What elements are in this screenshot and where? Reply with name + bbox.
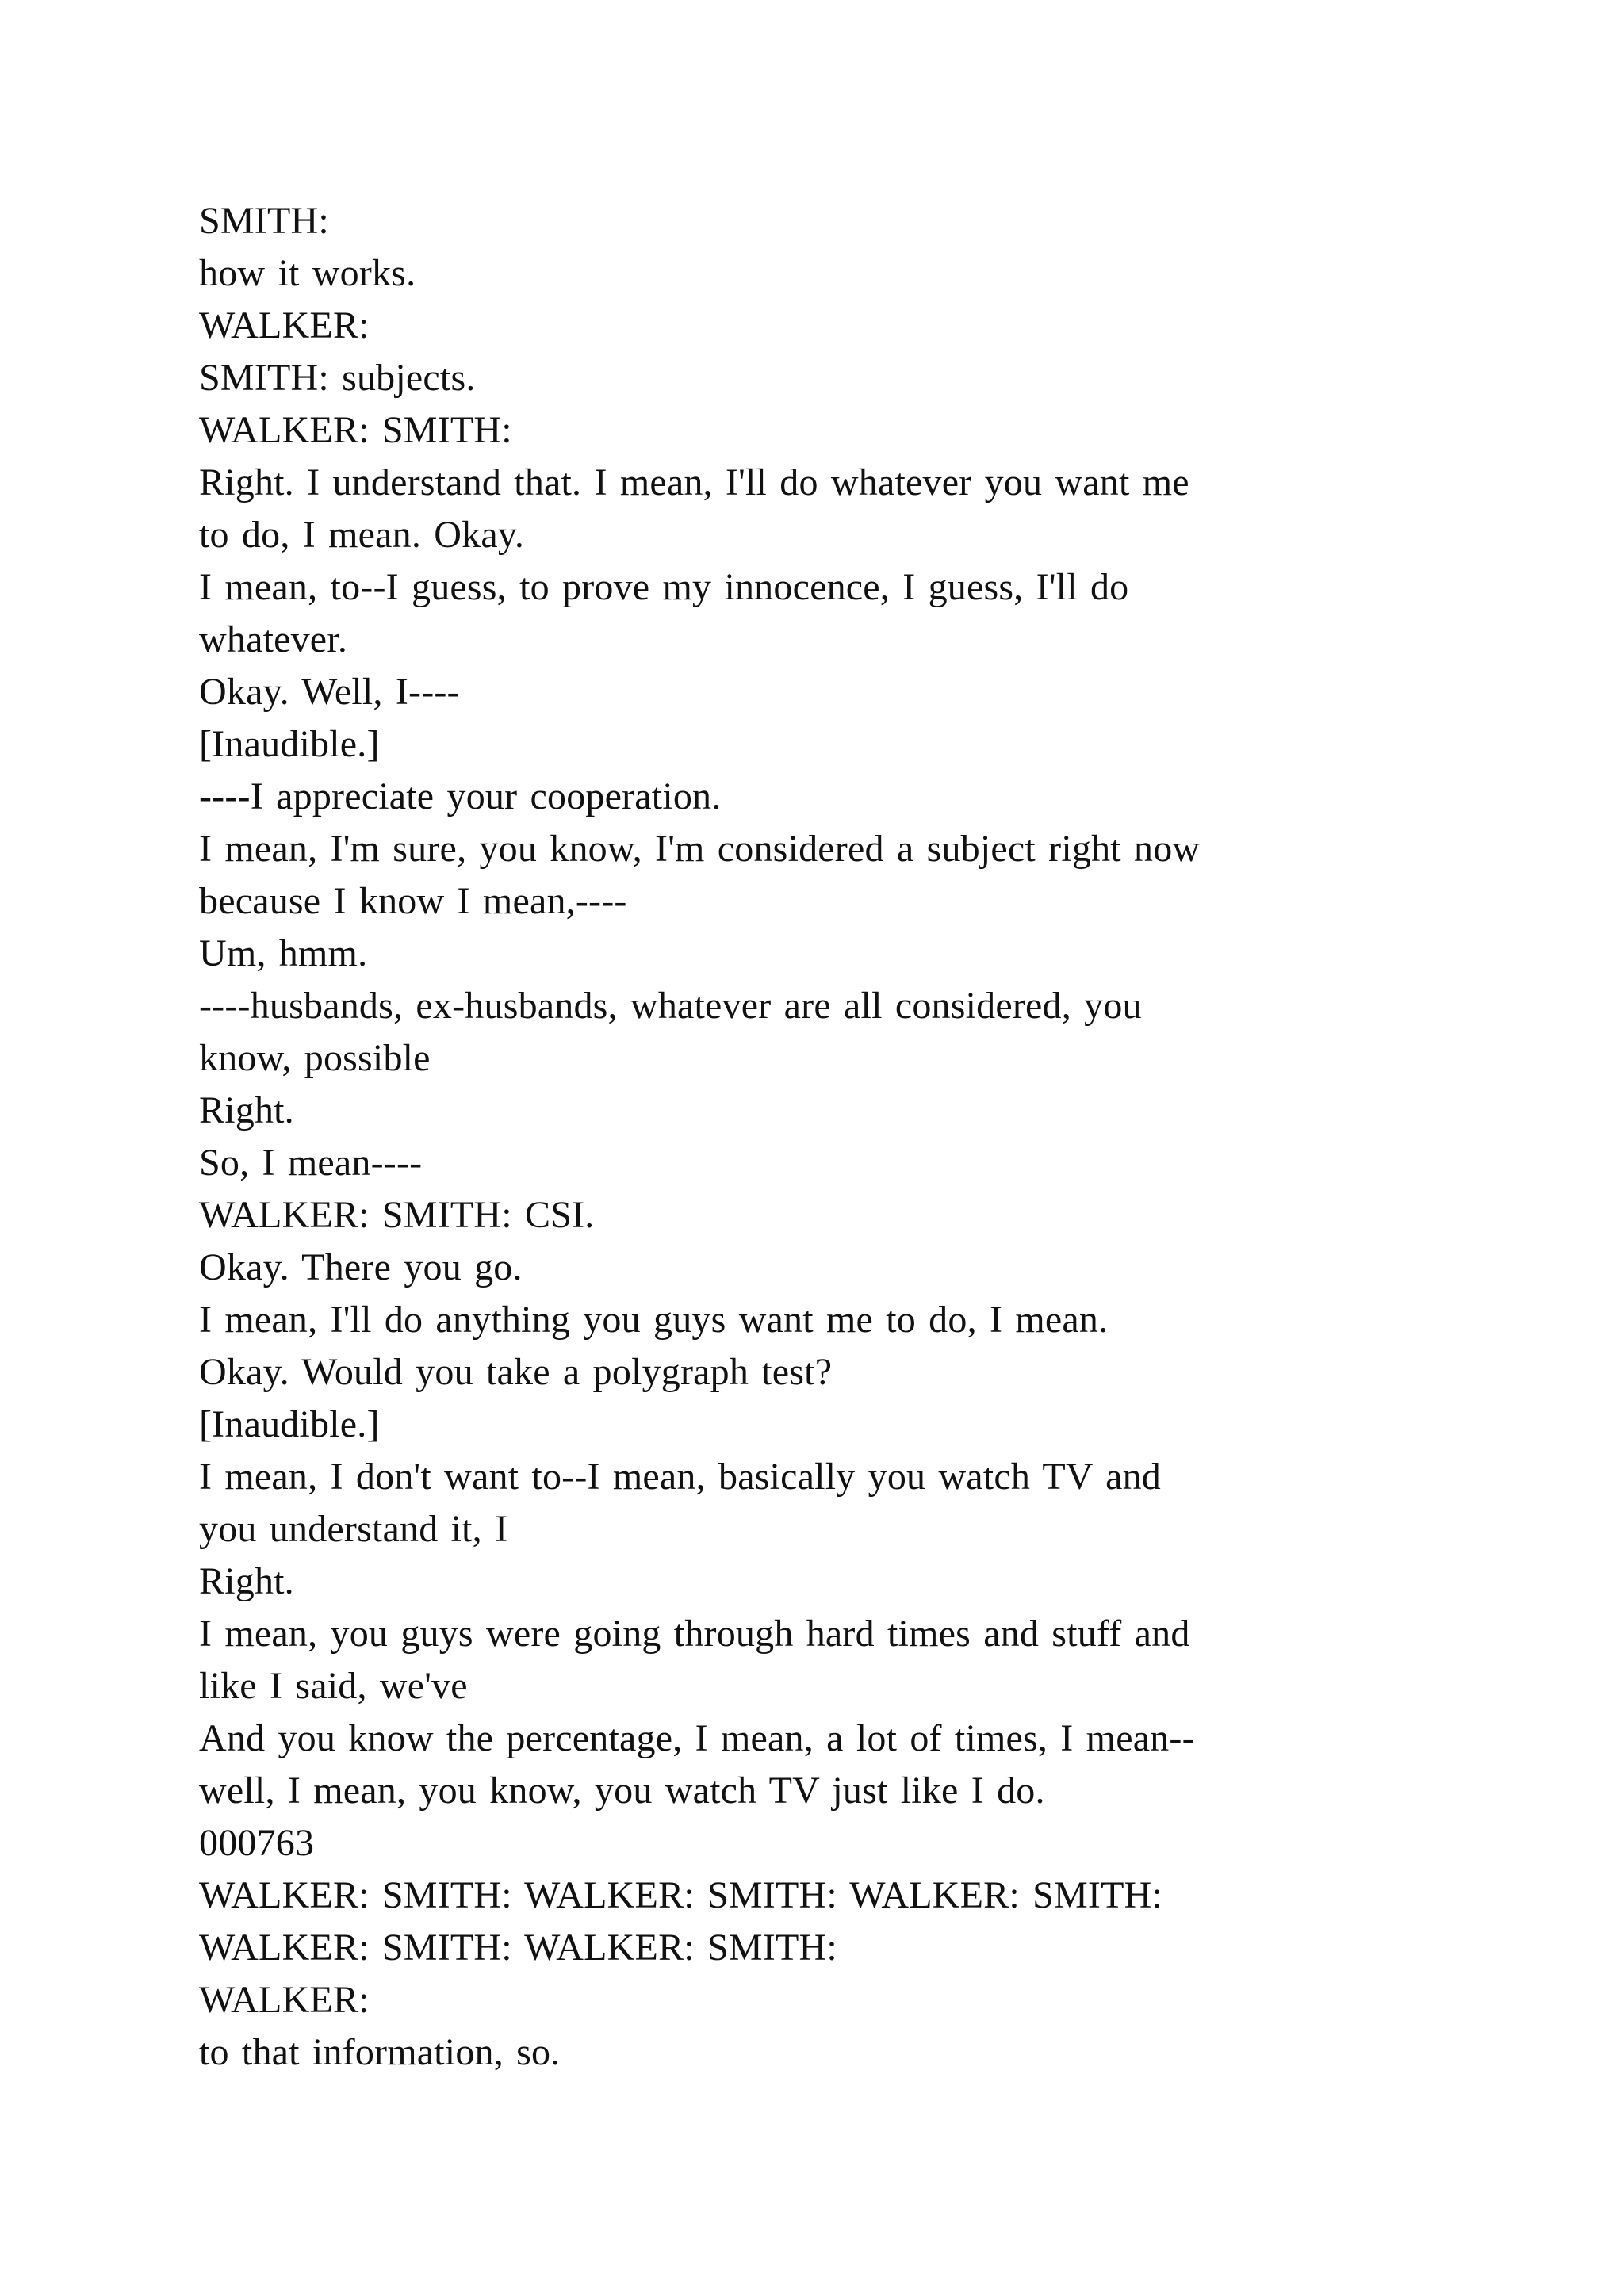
transcript-line: I mean, I don't want to--I mean, basically you watch TV and	[199, 1456, 1162, 1498]
transcript-line: Okay. Well, I----	[199, 671, 460, 713]
transcript-line: Okay. Would you take a polygraph test?	[199, 1351, 833, 1393]
transcript-line: ----husbands, ex-husbands, whatever are all considered, you	[199, 985, 1142, 1027]
transcript-line: to that information, so.	[199, 2031, 561, 2073]
transcript-line: And you know the percentage, I mean, a lot of times, I mean--	[199, 1717, 1195, 1759]
transcript-line: I mean, to--I guess, to prove my innocence, I guess, I'll do	[199, 566, 1129, 608]
transcript-line: WALKER: SMITH: WALKER: SMITH:	[199, 1927, 837, 1969]
transcript-line: WALKER: SMITH:	[199, 409, 512, 451]
transcript-line: Um, hmm.	[199, 932, 368, 974]
transcript-line: WALKER:	[199, 304, 370, 346]
transcript-line: Okay. There you go.	[199, 1246, 523, 1288]
transcript-line: WALKER:	[199, 1979, 370, 2021]
transcript-line: SMITH:	[199, 200, 329, 242]
transcript-page	[199, 195, 1436, 2079]
transcript-line: you understand it, I	[199, 1508, 508, 1550]
transcript-line: because I know I mean,----	[199, 880, 627, 922]
transcript-line: I mean, I'm sure, you know, I'm considered a subject right now	[199, 828, 1201, 870]
transcript-line: Right.	[199, 1560, 294, 1602]
transcript-line: well, I mean, you know, you watch TV just like I do.	[199, 1770, 1045, 1812]
transcript-line: ----I appreciate your cooperation.	[199, 775, 722, 817]
bates-number: 000763	[199, 1822, 315, 1864]
transcript-line: WALKER: SMITH: CSI.	[199, 1194, 595, 1236]
transcript-line: [Inaudible.]	[199, 723, 380, 765]
transcript-line: to do, I mean. Okay.	[199, 514, 525, 556]
transcript-line: SMITH: subjects.	[199, 357, 476, 399]
transcript-line: I mean, you guys were going through hard times and stuff and	[199, 1613, 1190, 1655]
transcript-line: know, possible	[199, 1037, 431, 1079]
transcript-line: Right. I understand that. I mean, I'll do whatever you want me	[199, 461, 1189, 503]
transcript-line: like I said, we've	[199, 1665, 468, 1707]
transcript-line: WALKER: SMITH: WALKER: SMITH: WALKER: SMITH:	[199, 1874, 1163, 1916]
transcript-line: I mean, I'll do anything you guys want me to do, I mean.	[199, 1299, 1109, 1341]
transcript-line: [Inaudible.]	[199, 1403, 380, 1445]
transcript-line: Right.	[199, 1089, 294, 1131]
transcript-line: how it works.	[199, 252, 416, 294]
transcript-line: whatever.	[199, 618, 348, 660]
transcript-line: So, I mean----	[199, 1142, 423, 1184]
